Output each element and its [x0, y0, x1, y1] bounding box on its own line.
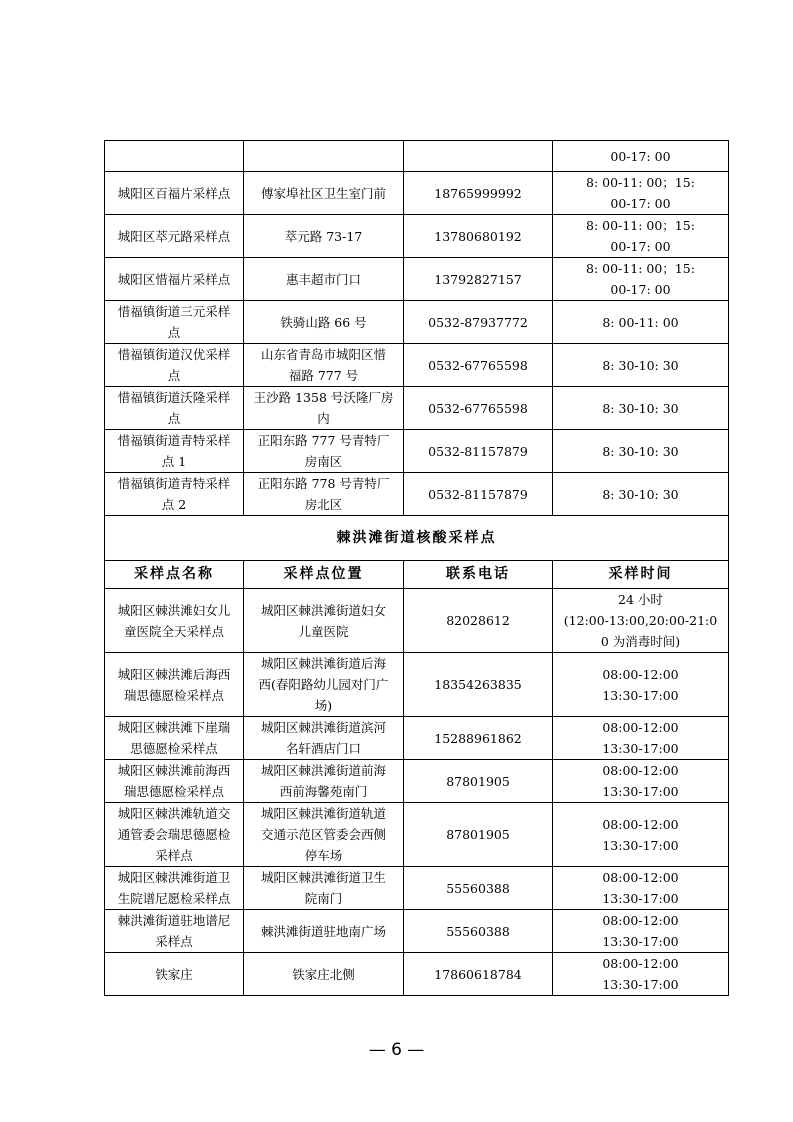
table-row	[105, 803, 729, 867]
sampling-time-cell: 8: 30-10: 30	[553, 473, 729, 516]
site-location-cell: 王沙路 1358 号沃隆厂房 内	[244, 387, 404, 430]
phone-cell: 0532-67765598	[404, 344, 553, 387]
table-row	[105, 760, 729, 803]
page-number: — 6 —	[368, 1040, 425, 1060]
phone-cell: 87801905	[404, 760, 553, 803]
site-name-cell: 城阳区棘洪滩前海西 瑞思德愿检采样点	[105, 760, 244, 803]
site-name-cell: 惜福镇街道青特采样 点 2	[105, 473, 244, 516]
site-location-cell: 正阳东路 778 号青特厂 房北区	[244, 473, 404, 516]
table-row	[105, 473, 729, 516]
table-row	[105, 867, 729, 910]
table-header-row	[105, 561, 729, 589]
site-location-cell: 惠丰超市门口	[244, 258, 404, 301]
table-row	[105, 953, 729, 996]
sampling-time-cell: 08:00-12:00 13:30-17:00	[553, 717, 729, 760]
site-location-cell: 铁骑山路 66 号	[244, 301, 404, 344]
site-name-cell: 惜福镇街道青特采样 点 1	[105, 430, 244, 473]
sampling-time-cell: 08:00-12:00 13:30-17:00	[553, 803, 729, 867]
site-location-cell: 城阳区棘洪滩街道妇女 儿童医院	[244, 589, 404, 653]
site-name-cell: 城阳区棘洪滩轨道交 通管委会瑞思德愿检 采样点	[105, 803, 244, 867]
site-name-cell: 城阳区棘洪滩街道卫 生院谱尼愿检采样点	[105, 867, 244, 910]
phone-cell: 18354263835	[404, 653, 553, 717]
header-site-location: 采样点位置	[244, 561, 404, 589]
phone-cell: 18765999992	[404, 172, 553, 215]
phone-cell: 15288961862	[404, 717, 553, 760]
table-row	[105, 653, 729, 717]
section-title: 棘洪滩街道核酸采样点	[105, 516, 729, 561]
sampling-time-cell: 8: 30-10: 30	[553, 387, 729, 430]
site-location-cell: 铁家庄北侧	[244, 953, 404, 996]
site-name-cell: 城阳区百福片采样点	[105, 172, 244, 215]
site-name-cell: 铁家庄	[105, 953, 244, 996]
header-site-name: 采样点名称	[105, 561, 244, 589]
table-row	[105, 717, 729, 760]
sampling-time-cell: 8: 00-11: 00；15: 00-17: 00	[553, 258, 729, 301]
site-location-cell: 傅家埠社区卫生室门前	[244, 172, 404, 215]
phone-cell: 82028612	[404, 589, 553, 653]
sampling-time-cell: 8: 00-11: 00；15: 00-17: 00	[553, 215, 729, 258]
site-location-cell: 城阳区棘洪滩街道前海 西前海馨苑南门	[244, 760, 404, 803]
sampling-sites-table	[104, 140, 729, 996]
site-name-cell	[105, 141, 244, 172]
site-name-cell: 惜福镇街道三元采样 点	[105, 301, 244, 344]
site-name-cell: 棘洪滩街道驻地谱尼 采样点	[105, 910, 244, 953]
phone-cell: 0532-67765598	[404, 387, 553, 430]
site-location-cell: 棘洪滩街道驻地南广场	[244, 910, 404, 953]
site-name-cell: 惜福镇街道沃隆采样 点	[105, 387, 244, 430]
table-row	[105, 430, 729, 473]
site-location-cell	[244, 141, 404, 172]
site-location-cell: 城阳区棘洪滩街道滨河 名轩酒店门口	[244, 717, 404, 760]
site-location-cell: 城阳区棘洪滩街道后海 西(春阳路幼儿园对门广 场)	[244, 653, 404, 717]
site-name-cell: 城阳区惜福片采样点	[105, 258, 244, 301]
section-title-row	[105, 516, 729, 561]
table-row	[105, 301, 729, 344]
site-location-cell: 城阳区棘洪滩街道轨道 交通示范区管委会西侧 停车场	[244, 803, 404, 867]
site-name-cell: 惜福镇街道汉优采样 点	[105, 344, 244, 387]
table-row	[105, 172, 729, 215]
table-row	[105, 258, 729, 301]
table-row	[105, 141, 729, 172]
phone-cell: 55560388	[404, 910, 553, 953]
phone-cell: 13780680192	[404, 215, 553, 258]
table-row	[105, 387, 729, 430]
header-sampling-time: 采样时间	[553, 561, 729, 589]
table-row	[105, 344, 729, 387]
phone-cell: 87801905	[404, 803, 553, 867]
table-row	[105, 215, 729, 258]
table-row	[105, 910, 729, 953]
table-row	[105, 589, 729, 653]
sampling-time-cell: 00-17: 00	[553, 141, 729, 172]
site-name-cell: 城阳区棘洪滩妇女儿 童医院全天采样点	[105, 589, 244, 653]
sampling-time-cell: 8: 30-10: 30	[553, 430, 729, 473]
phone-cell: 0532-81157879	[404, 473, 553, 516]
phone-cell: 13792827157	[404, 258, 553, 301]
sampling-time-cell: 08:00-12:00 13:30-17:00	[553, 760, 729, 803]
sampling-time-cell: 08:00-12:00 13:30-17:00	[553, 867, 729, 910]
phone-cell: 17860618784	[404, 953, 553, 996]
sampling-time-cell: 24 小时 (12:00-13:00,20:00-21:0 0 为消毒时间)	[553, 589, 729, 653]
site-location-cell: 城阳区棘洪滩街道卫生 院南门	[244, 867, 404, 910]
sampling-time-cell: 8: 30-10: 30	[553, 344, 729, 387]
site-name-cell: 城阳区萃元路采样点	[105, 215, 244, 258]
phone-cell: 0532-87937772	[404, 301, 553, 344]
site-location-cell: 萃元路 73-17	[244, 215, 404, 258]
header-phone: 联系电话	[404, 561, 553, 589]
sampling-time-cell: 8: 00-11: 00；15: 00-17: 00	[553, 172, 729, 215]
site-name-cell: 城阳区棘洪滩后海西 瑞思德愿检采样点	[105, 653, 244, 717]
phone-cell: 0532-81157879	[404, 430, 553, 473]
sampling-time-cell: 08:00-12:00 13:30-17:00	[553, 910, 729, 953]
site-name-cell: 城阳区棘洪滩下崖瑞 思德愿检采样点	[105, 717, 244, 760]
site-location-cell: 正阳东路 777 号青特厂 房南区	[244, 430, 404, 473]
sampling-time-cell: 08:00-12:00 13:30-17:00	[553, 953, 729, 996]
phone-cell	[404, 141, 553, 172]
site-location-cell: 山东省青岛市城阳区惜 福路 777 号	[244, 344, 404, 387]
sampling-time-cell: 08:00-12:00 13:30-17:00	[553, 653, 729, 717]
phone-cell: 55560388	[404, 867, 553, 910]
sampling-time-cell: 8: 00-11: 00	[553, 301, 729, 344]
